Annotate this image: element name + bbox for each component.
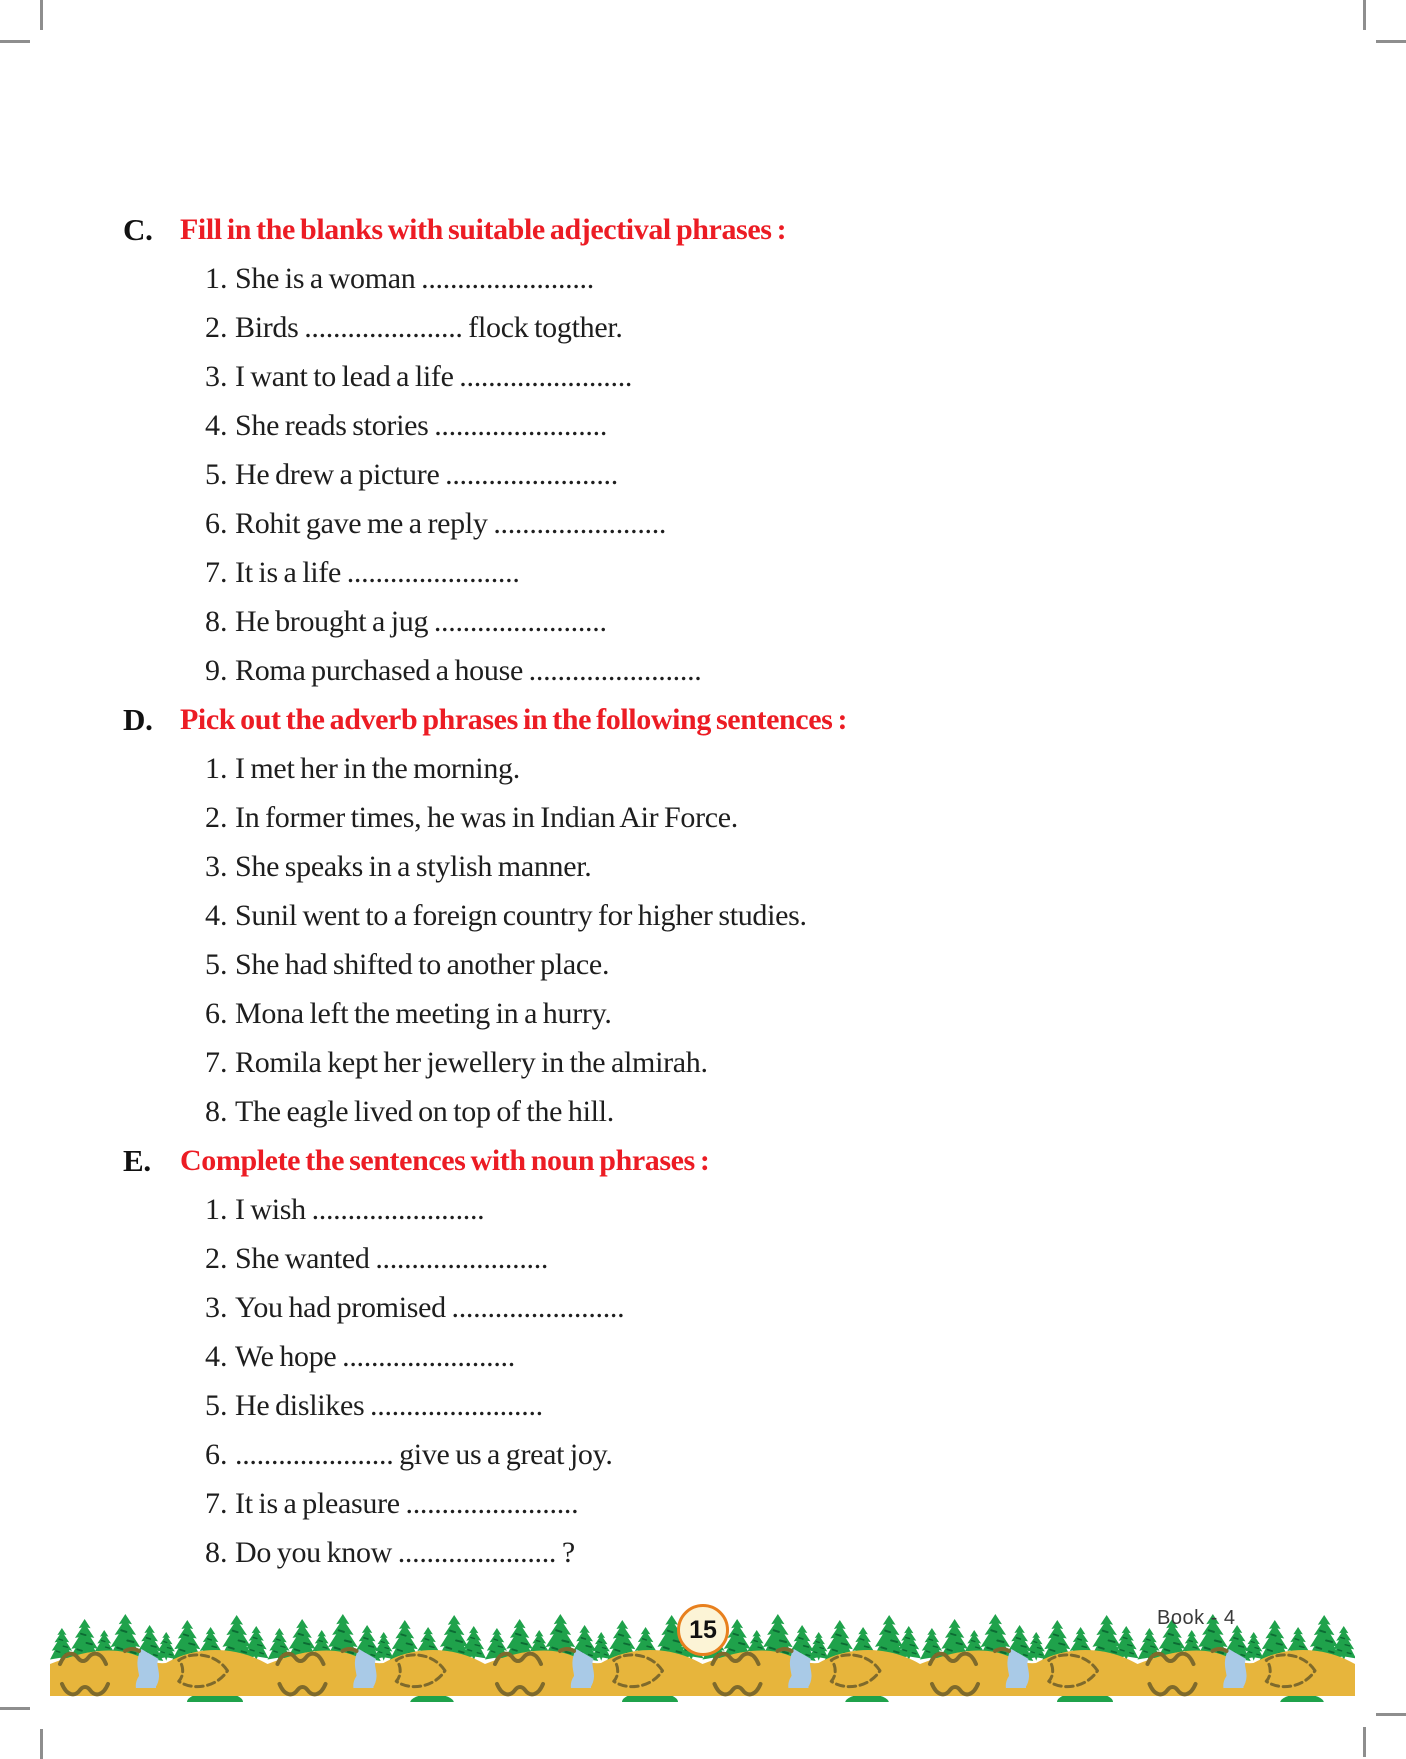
- exercise-item: [0, 1185, 1406, 1234]
- exercise-item: [0, 1528, 1406, 1577]
- item-number: 2.: [205, 311, 228, 344]
- item-text: She reads stories ........................: [235, 409, 608, 442]
- item-text: Romila kept her jewellery in the almirah.: [235, 1046, 708, 1079]
- item-text: Roma purchased a house ........................: [235, 654, 702, 687]
- item-text: Mona left the meeting in a hurry.: [235, 997, 612, 1030]
- page-number: 15: [689, 1615, 717, 1644]
- section-title: Complete the sentences with noun phrases :: [180, 1144, 710, 1177]
- exercise-item: [0, 1479, 1406, 1528]
- item-number: 7.: [205, 1487, 228, 1520]
- item-number: 3.: [205, 360, 228, 393]
- exercise-item: [0, 842, 1406, 891]
- section-letter: C.: [123, 212, 153, 247]
- item-text: Sunil went to a foreign country for higher studies.: [235, 899, 807, 932]
- section-title: Fill in the blanks with suitable adjectival phrases :: [180, 213, 787, 246]
- page-number-badge: [677, 1604, 729, 1656]
- item-number: 5.: [205, 948, 228, 981]
- crop-mark-bottom-left-horizontal: [0, 1707, 30, 1710]
- item-text: ...................... give us a great joy.: [235, 1438, 613, 1471]
- exercise-item: [0, 1381, 1406, 1430]
- item-text: She wanted ........................: [235, 1242, 549, 1275]
- item-number: 4.: [205, 899, 228, 932]
- item-text: You had promised ........................: [235, 1291, 625, 1324]
- exercise-content: [0, 205, 1406, 1577]
- exercise-item: [0, 352, 1406, 401]
- exercise-item: [0, 450, 1406, 499]
- item-text: I want to lead a life ........................: [235, 360, 633, 393]
- item-number: 5.: [205, 1389, 228, 1422]
- item-text: In former times, he was in Indian Air Force.: [235, 801, 738, 834]
- exercise-item: [0, 940, 1406, 989]
- item-text: Birds ...................... flock togther.: [235, 311, 623, 344]
- section-letter: E.: [123, 1143, 151, 1178]
- item-text: Rohit gave me a reply ........................: [235, 507, 667, 540]
- crop-mark-bottom-right-horizontal: [1376, 1713, 1406, 1716]
- item-text: He brought a jug ........................: [235, 605, 607, 638]
- exercise-item: [0, 401, 1406, 450]
- item-number: 4.: [205, 1340, 228, 1373]
- item-number: 8.: [205, 1095, 228, 1128]
- section-heading: [0, 205, 1406, 254]
- item-text: It is a pleasure ........................: [235, 1487, 579, 1520]
- section-letter: D.: [123, 702, 153, 737]
- section-heading: [0, 1136, 1406, 1185]
- item-text: I met her in the morning.: [235, 752, 520, 785]
- crop-mark-top-left-horizontal: [0, 40, 30, 43]
- item-number: 5.: [205, 458, 228, 491]
- item-text: The eagle lived on top of the hill.: [235, 1095, 614, 1128]
- item-text: He drew a picture ........................: [235, 458, 618, 491]
- exercise-item: [0, 1332, 1406, 1381]
- crop-mark-top-right-horizontal: [1376, 40, 1406, 43]
- item-number: 7.: [205, 556, 228, 589]
- crop-mark-top-right-vertical: [1363, 0, 1366, 30]
- item-number: 2.: [205, 1242, 228, 1275]
- exercise-item: [0, 1038, 1406, 1087]
- item-number: 8.: [205, 605, 228, 638]
- book-label: Book - 4: [1157, 1607, 1236, 1629]
- item-text: She had shifted to another place.: [235, 948, 610, 981]
- item-number: 3.: [205, 850, 228, 883]
- item-number: 8.: [205, 1536, 228, 1569]
- exercise-item: [0, 989, 1406, 1038]
- item-number: 1.: [205, 262, 228, 295]
- exercise-item: [0, 793, 1406, 842]
- crop-mark-bottom-left-vertical: [40, 1729, 43, 1759]
- item-number: 2.: [205, 801, 228, 834]
- exercise-item: [0, 1087, 1406, 1136]
- crop-mark-bottom-right-vertical: [1363, 1727, 1366, 1757]
- item-number: 1.: [205, 752, 228, 785]
- item-text: He dislikes ........................: [235, 1389, 543, 1422]
- exercise-item: [0, 891, 1406, 940]
- exercise-item: [0, 548, 1406, 597]
- item-number: 1.: [205, 1193, 228, 1226]
- item-number: 6.: [205, 997, 228, 1030]
- item-number: 9.: [205, 654, 228, 687]
- exercise-item: [0, 744, 1406, 793]
- item-number: 6.: [205, 1438, 228, 1471]
- exercise-item: [0, 254, 1406, 303]
- exercise-item: [0, 499, 1406, 548]
- item-number: 4.: [205, 409, 228, 442]
- exercise-item: [0, 597, 1406, 646]
- exercise-item: [0, 646, 1406, 695]
- exercise-item: [0, 1430, 1406, 1479]
- item-text: She speaks in a stylish manner.: [235, 850, 592, 883]
- section-heading: [0, 695, 1406, 744]
- section-title: Pick out the adverb phrases in the following sentences :: [180, 703, 848, 736]
- item-number: 7.: [205, 1046, 228, 1079]
- item-number: 6.: [205, 507, 228, 540]
- item-text: She is a woman ........................: [235, 262, 594, 295]
- crop-mark-top-left-vertical: [40, 0, 43, 30]
- item-number: 3.: [205, 1291, 228, 1324]
- exercise-item: [0, 1283, 1406, 1332]
- item-text: Do you know ...................... ?: [235, 1536, 575, 1569]
- exercise-item: [0, 303, 1406, 352]
- exercise-item: [0, 1234, 1406, 1283]
- item-text: We hope ........................: [235, 1340, 515, 1373]
- item-text: I wish ........................: [235, 1193, 485, 1226]
- item-text: It is a life ........................: [235, 556, 520, 589]
